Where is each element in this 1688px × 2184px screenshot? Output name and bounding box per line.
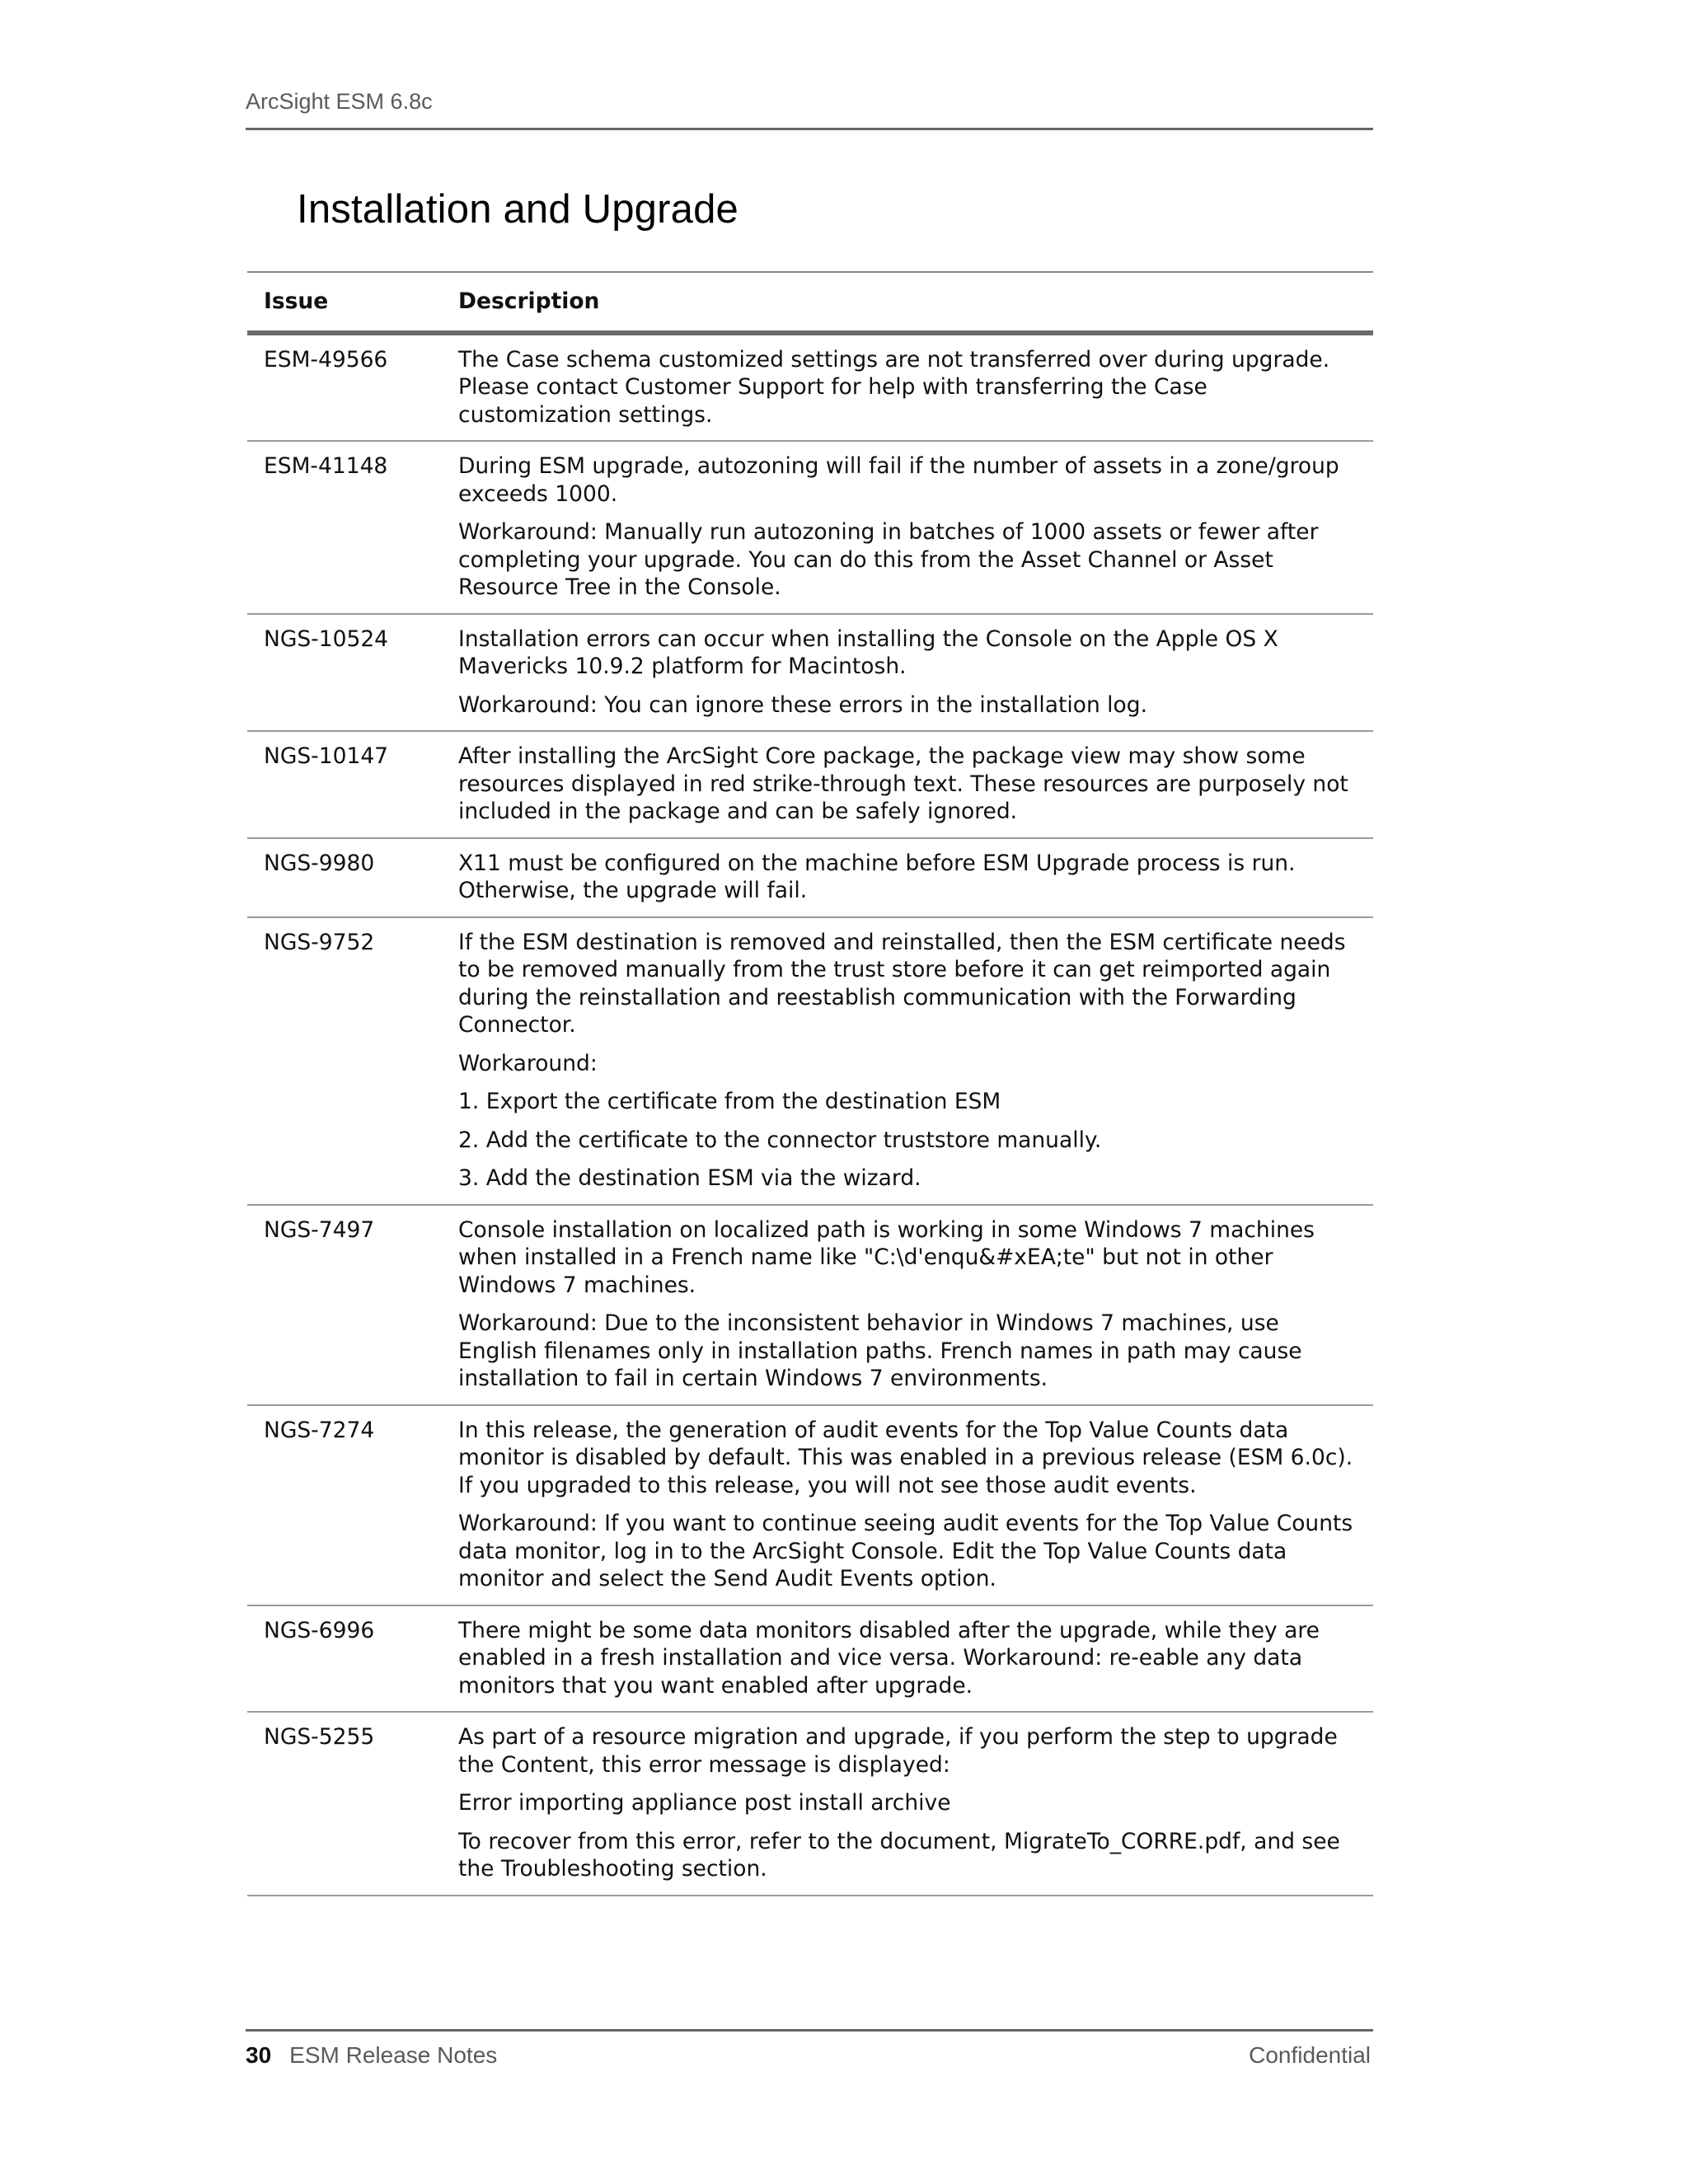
issue-id-cell: NGS-9752 [264, 929, 375, 955]
issue-description-cell [445, 1712, 1373, 1896]
description-paragraph: If the ESM destination is removed and reinstalled, then the ESM certificate needs to be removed manually from the trust store before it can get reimported again during the reinstallation and reestablish communication with the Forwarding Connector. [458, 929, 1346, 1038]
header-divider [246, 128, 1373, 130]
description-paragraph: Console installation on localized path is working in some Windows 7 machines when installed in a French name like "C:\d'enqu&#xEA;te" but not in other Windows 7 machines. [458, 1216, 1315, 1298]
table-row [247, 917, 1373, 1205]
table-row [247, 1712, 1373, 1896]
column-header-issue: Issue [264, 288, 329, 314]
issue-description-cell [445, 441, 1373, 614]
issue-description-cell [445, 1405, 1373, 1605]
description-paragraph: There might be some data monitors disabled after the upgrade, while they are enabled in a fresh installation and vice versa. Workaround: re-eable any data monitors that you want enabled after upgrade. [458, 1617, 1320, 1699]
description-paragraph: 1. Export the certificate from the destination ESM [458, 1089, 1001, 1114]
issue-id-cell: NGS-10147 [264, 743, 389, 769]
description-paragraph: X11 must be configured on the machine before ESM Upgrade process is run. Otherwise, the upgrade will fail. [458, 850, 1296, 903]
description-paragraph: To recover from this error, refer to the document, MigrateTo_CORRE.pdf, and see the Troubleshooting section. [458, 1828, 1340, 1882]
footer-classification: Confidential [1249, 2042, 1371, 2068]
description-paragraph: In this release, the generation of audit events for the Top Value Counts data monitor is disabled by default. This was enabled in a previous release (ESM 6.0c). If you upgraded to this release, you will not see those audit events. [458, 1417, 1353, 1498]
table-row [247, 614, 1373, 732]
issue-description-cell [445, 917, 1373, 1205]
description-paragraph: 3. Add the destination ESM via the wizard. [458, 1165, 921, 1191]
description-paragraph: During ESM upgrade, autozoning will fail if the number of assets in a zone/group exceeds 1000. [458, 453, 1339, 507]
issue-id-cell: NGS-10524 [264, 626, 389, 652]
issue-description-cell [445, 614, 1373, 732]
footer-divider [246, 2029, 1373, 2032]
description-paragraph: After installing the ArcSight Core package, the package view may show some resources displayed in red strike-through text. These resources are purposely not included in the package and can be safely ignored. [458, 743, 1348, 824]
issue-id-cell: ESM-41148 [264, 453, 388, 479]
page-number: 30 [246, 2042, 272, 2068]
description-paragraph: Workaround: Due to the inconsistent behavior in Windows 7 machines, use English filenames only in installation paths. French names in path may cause installation to fail in certain Windows 7 environments. [458, 1310, 1302, 1391]
description-paragraph: 2. Add the certificate to the connector truststore manually. [458, 1127, 1102, 1153]
issue-description-cell [445, 1605, 1373, 1713]
issue-id-cell: NGS-5255 [264, 1724, 375, 1750]
issue-description-cell [445, 1205, 1373, 1405]
table-row [247, 731, 1373, 838]
description-paragraph: Installation errors can occur when installing the Console on the Apple OS X Mavericks 10.9.2 platform for Macintosh. [458, 626, 1278, 679]
column-header-description: Description [458, 288, 600, 314]
table-row [247, 1205, 1373, 1405]
issue-description-cell [445, 838, 1373, 917]
section-title: Installation and Upgrade [297, 187, 739, 232]
description-paragraph: Workaround: [458, 1050, 598, 1076]
footer-doc-title: ESM Release Notes [289, 2042, 498, 2068]
issues-table [247, 271, 1373, 1896]
description-paragraph: Workaround: If you want to continue seeing audit events for the Top Value Counts data monitor, log in to the ArcSight Console. Edit the Top Value Counts data monitor and select the Send Audit Events option. [458, 1511, 1353, 1591]
table-body [247, 333, 1373, 1896]
table-row [247, 1605, 1373, 1713]
description-paragraph: Workaround: You can ignore these errors in the installation log. [458, 691, 1147, 718]
issue-description-cell [445, 731, 1373, 838]
issue-id-cell: ESM-49566 [264, 346, 388, 373]
running-header: ArcSight ESM 6.8c [246, 89, 433, 114]
table-header [247, 272, 1373, 333]
description-paragraph: As part of a resource migration and upgrade, if you perform the step to upgrade the Content, this error message is displayed: [458, 1724, 1338, 1778]
description-paragraph: The Case schema customized settings are not transferred over during upgrade. Please contact Customer Support for help with transferring the Case customization settings. [458, 346, 1330, 428]
table-row [247, 838, 1373, 917]
issue-id-cell: NGS-7497 [264, 1216, 375, 1243]
table-row [247, 333, 1373, 442]
description-paragraph: Error importing appliance post install archive [458, 1790, 951, 1816]
issue-id-cell: NGS-9980 [264, 850, 375, 876]
issue-id-cell: NGS-7274 [264, 1417, 375, 1443]
table-header-row [247, 272, 1373, 333]
table-row [247, 1405, 1373, 1605]
table-row [247, 441, 1373, 614]
issue-id-cell: NGS-6996 [264, 1617, 375, 1643]
footer-left [246, 2042, 497, 2069]
issue-description-cell [445, 333, 1373, 442]
description-paragraph: Workaround: Manually run autozoning in batches of 1000 assets or fewer after completing your upgrade. You can do this from the Asset Channel or Asset Resource Tree in the Console. [458, 519, 1319, 600]
